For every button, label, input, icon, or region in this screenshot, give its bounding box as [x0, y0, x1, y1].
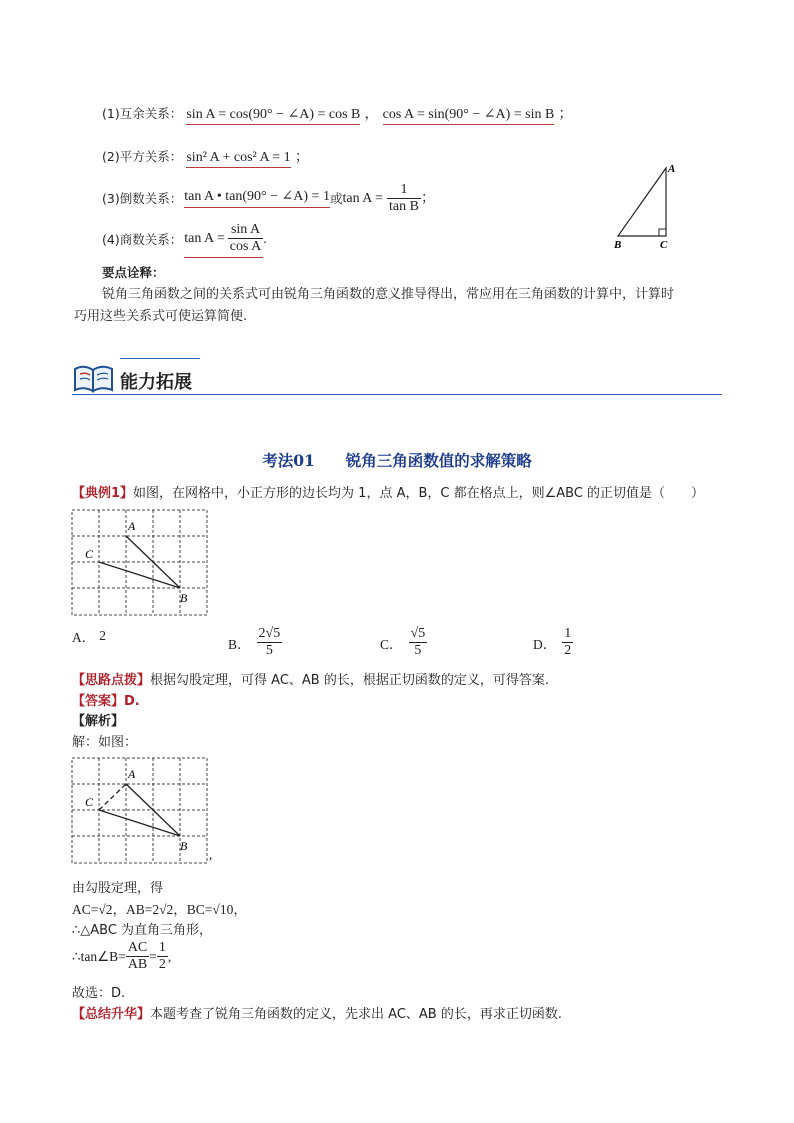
key-points-line-1: 锐角三角函数之间的关系式可由锐角三角函数的意义推导得出，常应用在三角函数的计算中，计算时: [102, 287, 675, 302]
step-4-end: ,: [167, 948, 172, 964]
option-d[interactable]: [533, 626, 573, 659]
segment-cb-2: [99, 810, 180, 836]
relation-3-fraction: [387, 182, 421, 215]
step-1: 由勾股定理，得: [72, 881, 164, 896]
relation-4-formula: [184, 222, 263, 258]
relation-1: [102, 106, 573, 123]
grid2-trailing-comma: ,: [209, 847, 213, 862]
triangle-label-c: C: [660, 239, 668, 251]
step-4-left: ∴tan∠B=: [72, 948, 126, 964]
method-title: 考法01 锐角三角函数值的求解策略: [262, 451, 532, 470]
grid2-label-b: B: [180, 839, 188, 853]
relation-2: [102, 149, 309, 166]
step-4-numerator-2: 1: [158, 940, 166, 955]
option-b-fraction: [257, 626, 283, 659]
step-4-denominator-2: 2: [158, 957, 166, 972]
triangle-label-a: A: [668, 163, 676, 175]
step-4-fraction-1: [126, 940, 149, 973]
step-4-fraction-2: [157, 940, 168, 973]
hint-line: [72, 669, 549, 688]
step-3: ∴△ABC 为直角三角形，: [72, 923, 213, 938]
option-a-value: 2: [99, 628, 106, 643]
summary-line: [72, 1003, 562, 1022]
relation-4-numerator: sin A: [228, 222, 264, 239]
right-angle-mark: [659, 229, 666, 236]
segment-cb: [99, 562, 180, 588]
relation-4-fraction: [228, 222, 264, 255]
option-a-label: A．: [72, 630, 96, 645]
relation-3-formula-2-left: tan A =: [342, 190, 384, 206]
option-b-label: B．: [228, 636, 251, 652]
step-4-numerator-1: AC: [127, 940, 148, 955]
relation-3-formula-1: tan A • tan(90° − ∠A) = 1: [184, 189, 330, 208]
section-title-overline: [120, 358, 200, 359]
relation-2-label: (2)平方关系：: [102, 149, 183, 164]
right-triangle-figure: [604, 158, 684, 252]
option-a[interactable]: [72, 626, 106, 646]
step-4: [72, 940, 171, 973]
option-b-denominator: 5: [265, 643, 273, 658]
relation-1-formula-2: cos A = sin(90° − ∠A) = sin B: [383, 107, 555, 125]
option-d-denominator: 2: [564, 643, 572, 658]
step-2: AC=√2，AB=2√2，BC=√10，: [72, 902, 247, 917]
grid1-label-a: A: [128, 519, 136, 533]
triangle-shape: [618, 168, 666, 236]
step-4-equals: =: [149, 948, 157, 964]
option-d-fraction: [562, 626, 573, 659]
relation-1-end: ；: [558, 107, 573, 122]
option-b[interactable]: [228, 626, 282, 659]
grid1-label-b: B: [180, 591, 188, 605]
relation-4-denominator: cos A: [229, 239, 262, 254]
solution-intro: 解：如图：: [72, 735, 138, 750]
answer-line: [72, 690, 140, 709]
example-text: 如图，在网格中，小正方形的边长均为 1，点 A，B，C 都在格点上，则∠ABC 的正切值是（ ）: [133, 486, 705, 501]
open-book-icon: [72, 361, 116, 395]
relation-4: [102, 222, 267, 258]
relation-3-label: (3)倒数关系：: [102, 190, 183, 206]
option-d-label: D．: [533, 636, 557, 652]
grid1-label-c: C: [85, 547, 94, 561]
option-c[interactable]: [380, 626, 427, 659]
section-rule: [72, 394, 722, 395]
relation-2-formula: sin² A + cos² A = 1: [186, 150, 290, 168]
example-tag: 【典例1】: [72, 486, 134, 501]
summary-text: 本题考查了锐角三角函数的定义，先求出 AC、AB 的长，再求正切函数.: [150, 1007, 562, 1022]
relation-4-end: .: [263, 232, 267, 247]
example-question: [72, 482, 704, 501]
option-c-fraction: [409, 626, 428, 659]
key-points-line-2: 巧用这些关系式可使运算简便.: [74, 309, 248, 324]
grid2-label-c: C: [85, 795, 94, 809]
relation-4-label: (4)商数关系：: [102, 232, 183, 247]
triangle-label-b: B: [614, 239, 622, 251]
step-4-denominator-1: AB: [127, 957, 148, 972]
option-d-numerator: 1: [564, 626, 572, 641]
key-points-heading: 要点诠释：: [102, 265, 165, 280]
relation-3: [102, 182, 435, 215]
option-c-numerator: √5: [410, 626, 426, 641]
grid2-label-a: A: [128, 767, 136, 781]
relation-3-denominator: tan B: [389, 199, 419, 214]
grid-figure-2: [70, 756, 220, 866]
grid-figure-1: [70, 508, 210, 618]
answer-text: D.: [124, 694, 140, 709]
option-c-label: C．: [380, 636, 403, 652]
hint-tag: 【思路点拨】: [72, 673, 151, 688]
relation-1-separator: ，: [364, 107, 379, 122]
option-b-numerator: 2√5: [258, 626, 281, 641]
hint-text: 根据勾股定理，可得 AC、AB 的长，根据正切函数的定义，可得答案.: [150, 673, 549, 688]
analysis-tag: 【解析】: [72, 714, 125, 729]
segment-ac-dashed: [99, 784, 126, 810]
relation-1-formula-1: sin A = cos(90° − ∠A) = cos B: [186, 107, 360, 125]
section-title: 能力拓展: [120, 372, 192, 393]
answer-tag: 【答案】: [72, 694, 125, 709]
relation-3-numerator: 1: [387, 182, 421, 199]
option-c-denominator: 5: [414, 643, 422, 658]
relation-2-end: ；: [294, 150, 309, 165]
relation-1-label: (1)互余关系：: [102, 106, 183, 121]
relation-3-or: 或: [329, 190, 343, 206]
relation-3-end: ；: [421, 190, 435, 206]
summary-tag: 【总结升华】: [72, 1007, 151, 1022]
step-5: 故选：D.: [72, 986, 126, 1001]
relation-4-formula-left: tan A =: [184, 230, 225, 246]
